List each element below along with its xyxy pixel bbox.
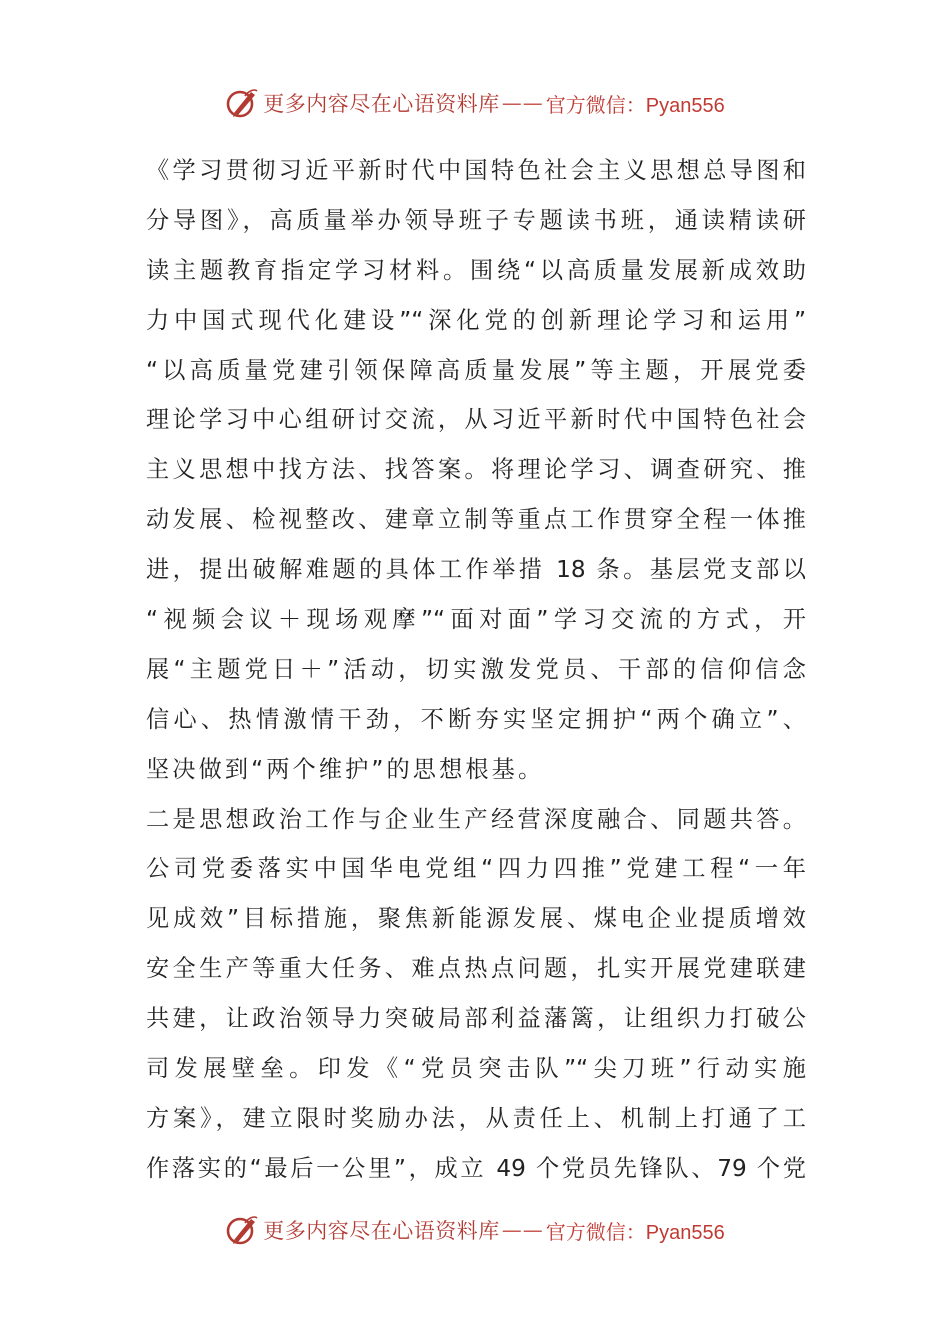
body-line: 进，提出破解难题的具体工作举措 18 条。基层党支部以	[146, 556, 806, 584]
section-heading: 二是思想政治工作与企业生产经营深度融合、同题共答。	[146, 805, 806, 833]
body-line: 司发展壁垒。印发《“党员突击队”“尖刀班”行动实施	[146, 1055, 806, 1083]
pen-logo-icon	[225, 86, 259, 120]
banner-wechat: 官方微信：Pyan556	[545, 1221, 725, 1244]
body-line: 坚决做到“两个维护”的思想根基。	[146, 755, 545, 783]
body-line: 分导图》，高质量举办领导班子专题读书班，通读精读研	[146, 206, 806, 234]
body-line: 见成效”目标措施，聚焦新能源发展、煤电企业提质增效	[146, 905, 806, 933]
body-line: 读主题教育指定学习材料。围绕“以高质量发展新成效助	[146, 256, 806, 284]
banner-title: 更多内容尽在心语资料库	[263, 1219, 500, 1243]
body-line: 方案》，建立限时奖励办法，从责任上、机制上打通了工	[146, 1104, 806, 1132]
banner-dash: ——	[501, 91, 544, 115]
body-line: 力中国式现代化建设”“深化党的创新理论学习和运用”	[146, 306, 806, 334]
document-body	[146, 146, 806, 1194]
body-line: 动发展、检视整改、建章立制等重点工作贯穿全程一体推	[146, 506, 806, 534]
body-line: 主义思想中找方法、找答案。将理论学习、调查研究、推	[146, 456, 806, 484]
header-banner	[0, 83, 950, 123]
body-line: 展“主题党日＋”活动，切实激发党员、干部的信仰信念	[146, 655, 806, 683]
body-line: “视频会议＋现场观摩”“面对面”学习交流的方式，开	[146, 606, 806, 634]
banner-dash: ——	[501, 1218, 544, 1242]
body-line: 公司党委落实中国华电党组“四力四推”党建工程“一年	[146, 855, 806, 883]
banner-wechat: 官方微信：Pyan556	[545, 94, 725, 117]
banner-title: 更多内容尽在心语资料库	[263, 92, 500, 116]
body-line: 信心、热情激情干劲，不断夯实坚定拥护“两个确立”、	[146, 705, 806, 733]
pen-logo-icon	[225, 1213, 259, 1247]
body-line: 作落实的“最后一公里”，成立 49 个党员先锋队、79 个党	[146, 1154, 806, 1182]
body-line: 共建，让政治领导力突破局部利益藩篱，让组织力打破公	[146, 1005, 806, 1033]
body-line: 理论学习中心组研讨交流，从习近平新时代中国特色社会	[146, 406, 806, 434]
body-line: 安全生产等重大任务、难点热点问题，扎实开展党建联建	[146, 955, 806, 983]
body-line: “以高质量党建引领保障高质量发展”等主题，开展党委	[146, 356, 806, 384]
footer-banner	[0, 1210, 950, 1250]
body-line: 《学习贯彻习近平新时代中国特色社会主义思想总导图和	[146, 157, 806, 184]
